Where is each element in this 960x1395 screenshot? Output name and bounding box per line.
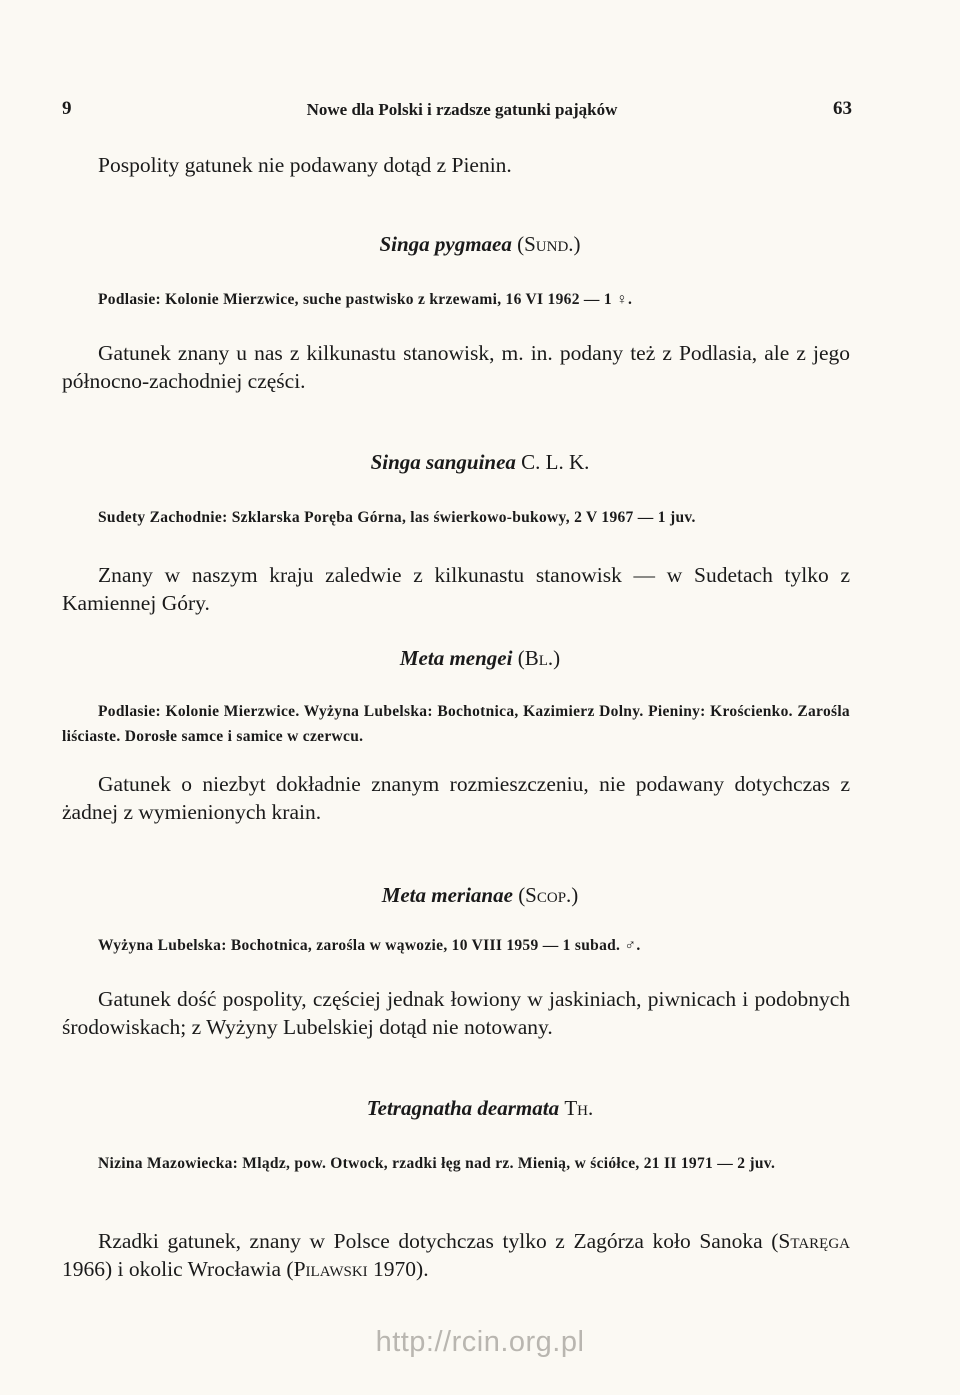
localities-text: Nizina Mazowiecka: Mlądz, pow. Otwock, rzadki łęg nad rz. Mienią, w ściółce, 21 II 1971 — 2 juv. — [98, 1155, 776, 1172]
species-latin-name: Singa sanguinea — [370, 450, 516, 474]
species-author: (Scop.) — [518, 883, 579, 907]
intro-paragraph: Pospolity gatunek nie podawany dotąd z Pienin. — [98, 153, 512, 177]
remarks-paragraph: Gatunek dość pospolity, częściej jednak łowiony w jaskiniach, piwnicach i podobnych środowiskach; z Wyżyny Lubelskiej dotąd nie notowany. — [62, 987, 850, 1039]
citation-author: Pilawski — [293, 1257, 368, 1281]
localities-text: Podlasie: Kolonie Mierzwice, suche pastwisko z krzewami, 16 VI 1962 — 1 ♀. — [98, 291, 633, 308]
remarks-text: 1966) i okolic Wrocławia ( — [62, 1257, 294, 1281]
remarks-paragraph: Gatunek znany u nas z kilkunastu stanowisk, m. in. podany też z Podlasia, ale z jego północno-zachodniej części. — [62, 341, 850, 393]
species-heading — [0, 1096, 960, 1121]
remarks-paragraph: Znany w naszym kraju zaledwie z kilkunastu stanowisk — w Sudetach tylko z Kamiennej Góry. — [62, 563, 850, 615]
watermark-url: http://rcin.org.pl — [375, 1326, 585, 1358]
species-author: (Bl.) — [517, 646, 561, 670]
localities-text: Sudety Zachodnie: Szklarska Poręba Górna, las świerkowo-bukowy, 2 V 1967 — 1 juv. — [98, 509, 696, 526]
remarks-paragraph: Gatunek o niezbyt dokładnie znanym rozmieszczeniu, nie podawany dotychczas z żadnej z wymienionych krain. — [62, 772, 850, 824]
page-label-left: 9 — [62, 98, 72, 119]
species-heading — [0, 646, 960, 671]
species-heading — [0, 232, 960, 257]
species-author: Th. — [564, 1096, 594, 1120]
remarks-text: 1970). — [367, 1257, 429, 1281]
citation-author: Staręga — [778, 1229, 850, 1253]
species-latin-name: Singa pygmaea — [379, 232, 512, 256]
localities-text: Podlasie: Kolonie Mierzwice. Wyżyna Lubelska: Bochotnica, Kazimierz Dolny. Pieniny: Krościenko. Zarośla liściaste. Dorosłe samce i samice w czerwcu. — [62, 703, 850, 745]
running-title: Nowe dla Polski i rzadsze gatunki pająków — [306, 100, 618, 119]
species-author: (Sund.) — [517, 232, 581, 256]
page-number: 63 — [833, 98, 852, 119]
species-author: C. L. K. — [521, 450, 590, 474]
species-latin-name: Meta mengei — [399, 646, 513, 670]
species-latin-name: Tetragnatha dearmata — [366, 1096, 560, 1120]
running-header — [62, 98, 852, 124]
remarks-paragraph — [62, 1227, 850, 1283]
localities-text: Wyżyna Lubelska: Bochotnica, zarośla w wąwozie, 10 VIII 1959 — 1 subad. ♂. — [98, 937, 641, 954]
remarks-text: Rzadki gatunek, znany w Polsce dotychczas tylko z Zagórza koło Sanoka ( — [98, 1229, 779, 1253]
species-heading — [0, 450, 960, 475]
species-heading — [0, 883, 960, 908]
species-latin-name: Meta merianae — [381, 883, 513, 907]
